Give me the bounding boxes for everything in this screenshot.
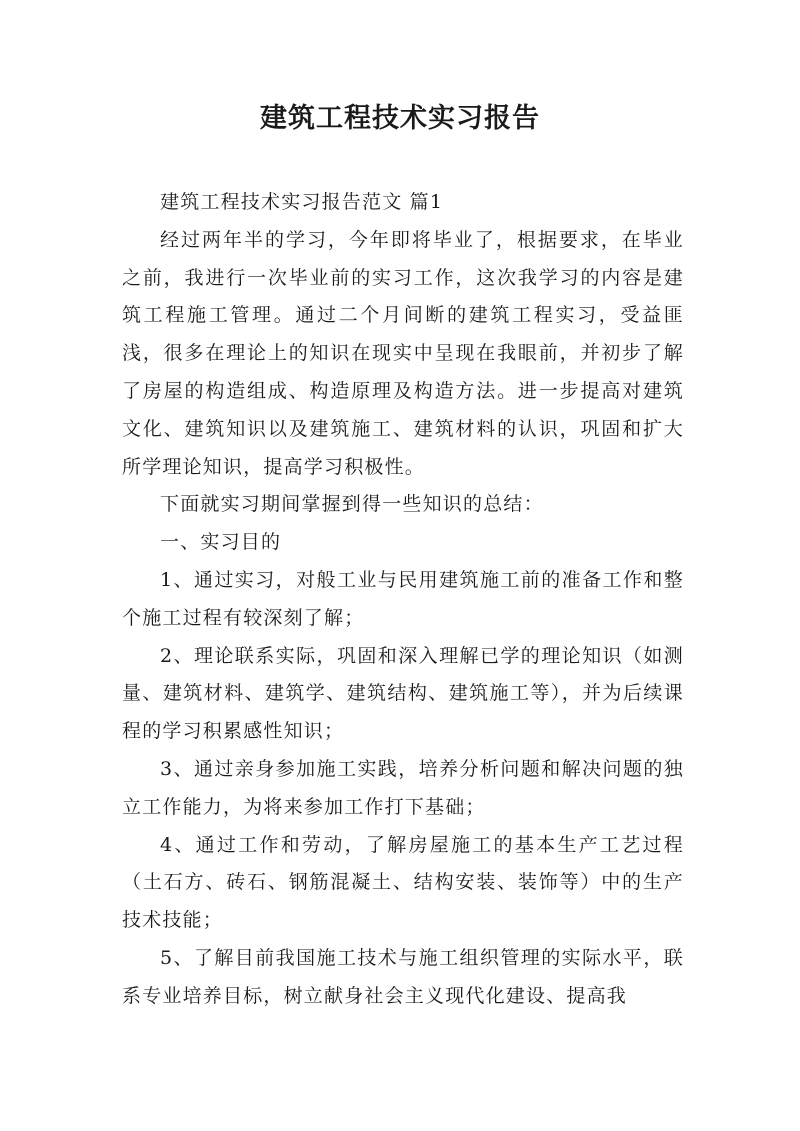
section-heading: 建筑工程技术实习报告范文 篇1 (160, 191, 444, 213)
list-item: 5、了解目前我国施工技术与施工组织管理的实际水平，联系专业培养目标，树立献身社会主义现代化建设、提高我 (122, 946, 684, 1007)
document-title: 建筑工程技术实习报告 (260, 103, 540, 134)
document-body (122, 184, 684, 1016)
paragraph: 经过两年半的学习，今年即将毕业了，根据要求，在毕业之前，我进行一次毕业前的实习工作，这次我学习的内容是建筑工程施工管理。通过二个月间断的建筑工程实习，受益匪浅，很多在理论上的知识在现实中呈现在我眼前，并初步了解了房屋的构造组成、构造原理及构造方法。进一步提高对建筑文化、建筑知识以及建筑施工、建筑材料的认识，巩固和扩大所学理论知识，提高学习积极性。 (122, 228, 684, 478)
list-item: 2、理论联系实际，巩固和深入理解已学的理论知识（如测量、建筑材料、建筑学、建筑结构、建筑施工等），并为后续课程的学习积累感性知识； (122, 644, 684, 743)
section-heading: 一、实习目的 (160, 531, 282, 554)
paragraph: 下面就实习期间掌握到得一些知识的总结： (160, 493, 544, 516)
list-item: 3、通过亲身参加施工实践，培养分析问题和解决问题的独立工作能力，为将来参加工作打下基础； (122, 757, 684, 818)
list-item: 4、通过工作和劳动，了解房屋施工的基本生产工艺过程（土石方、砖石、钢筋混凝土、结构安装、装饰等）中的生产技术技能； (122, 833, 684, 932)
list-item: 1、通过实习，对般工业与民用建筑施工前的准备工作和整个施工过程有较深刻了解； (122, 568, 684, 629)
